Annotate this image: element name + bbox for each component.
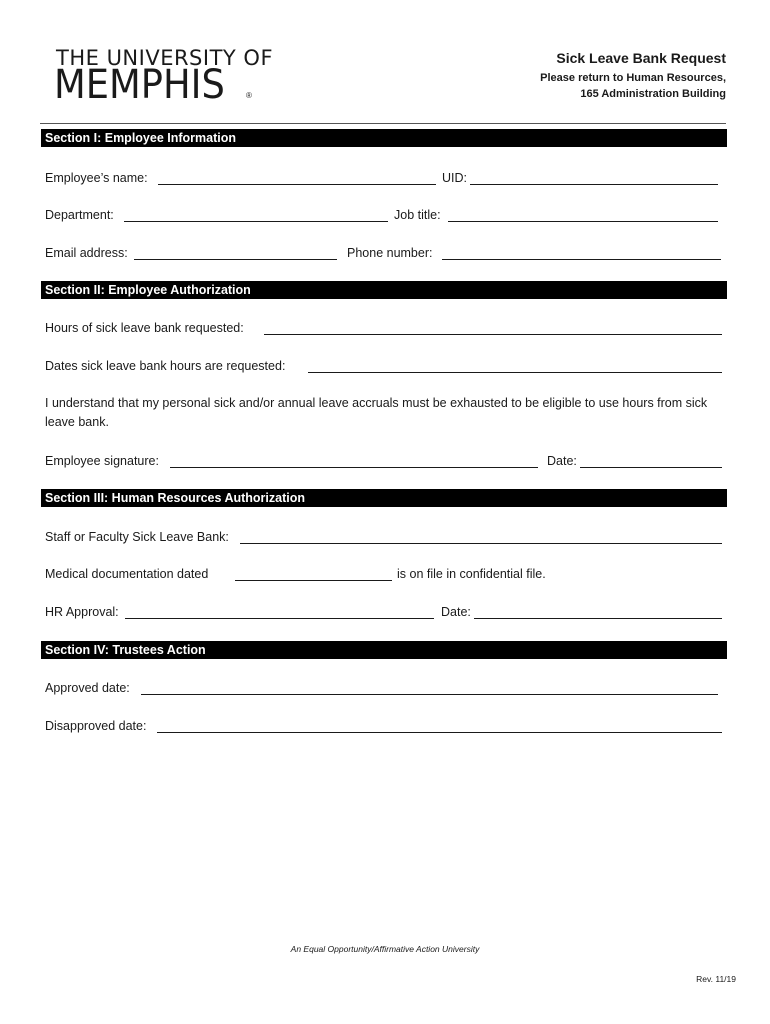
bank-type-field[interactable] <box>240 543 722 544</box>
med-doc-date-field[interactable] <box>235 580 392 581</box>
section-3-header: Section III: Human Resources Authorization <box>41 489 727 507</box>
form-title: Sick Leave Bank Request <box>556 50 726 66</box>
hr-date-field[interactable] <box>474 618 722 619</box>
hr-approval-field[interactable] <box>125 618 434 619</box>
header-divider <box>40 123 726 124</box>
section-2-header: Section II: Employee Authorization <box>41 281 727 299</box>
employee-signature-label: Employee signature: <box>45 454 159 468</box>
section-4-header: Section IV: Trustees Action <box>41 641 727 659</box>
university-logo-line1: THE UNIVERSITY OF <box>56 46 274 70</box>
approved-date-field[interactable] <box>141 694 718 695</box>
job-title-label: Job title: <box>394 208 441 222</box>
phone-field[interactable] <box>442 259 721 260</box>
dates-requested-label: Dates sick leave bank hours are requested: <box>45 359 286 373</box>
section-1-header: Section I: Employee Information <box>41 129 727 147</box>
uid-field[interactable] <box>470 184 718 185</box>
hours-requested-label: Hours of sick leave bank requested: <box>45 321 244 335</box>
approved-date-label: Approved date: <box>45 681 130 695</box>
return-address: 165 Administration Building <box>580 88 726 100</box>
employee-date-label: Date: <box>547 454 577 468</box>
eligibility-statement: I understand that my personal sick and/or annual leave accruals must be exhausted to be eligible to use hours from sick leave bank. <box>45 396 708 429</box>
dates-requested-field[interactable] <box>308 372 722 373</box>
department-label: Department: <box>45 208 114 222</box>
hr-approval-label: HR Approval: <box>45 605 119 619</box>
hours-requested-field[interactable] <box>264 334 722 335</box>
phone-label: Phone number: <box>347 246 433 260</box>
job-title-field[interactable] <box>448 221 718 222</box>
university-logo-line2: MEMPHIS <box>54 62 225 108</box>
uid-label: UID: <box>442 171 467 185</box>
disapproved-date-field[interactable] <box>157 732 722 733</box>
revision-date: Rev. 11/19 <box>696 974 736 984</box>
email-label: Email address: <box>45 246 128 260</box>
med-doc-suffix: is on file in confidential file. <box>397 567 546 581</box>
registered-mark: ® <box>246 91 252 100</box>
return-instructions: Please return to Human Resources, <box>540 72 726 84</box>
employee-signature-field[interactable] <box>170 467 538 468</box>
eoe-statement: An Equal Opportunity/Affirmative Action University <box>290 944 480 954</box>
med-doc-label: Medical documentation dated <box>45 567 209 581</box>
disapproved-date-label: Disapproved date: <box>45 719 147 733</box>
employee-name-label: Employee’s name: <box>45 171 148 185</box>
employee-name-field[interactable] <box>158 184 436 185</box>
employee-date-field[interactable] <box>580 467 722 468</box>
hr-date-label: Date: <box>441 605 471 619</box>
email-field[interactable] <box>134 259 337 260</box>
bank-type-label: Staff or Faculty Sick Leave Bank: <box>45 530 229 544</box>
department-field[interactable] <box>124 221 388 222</box>
